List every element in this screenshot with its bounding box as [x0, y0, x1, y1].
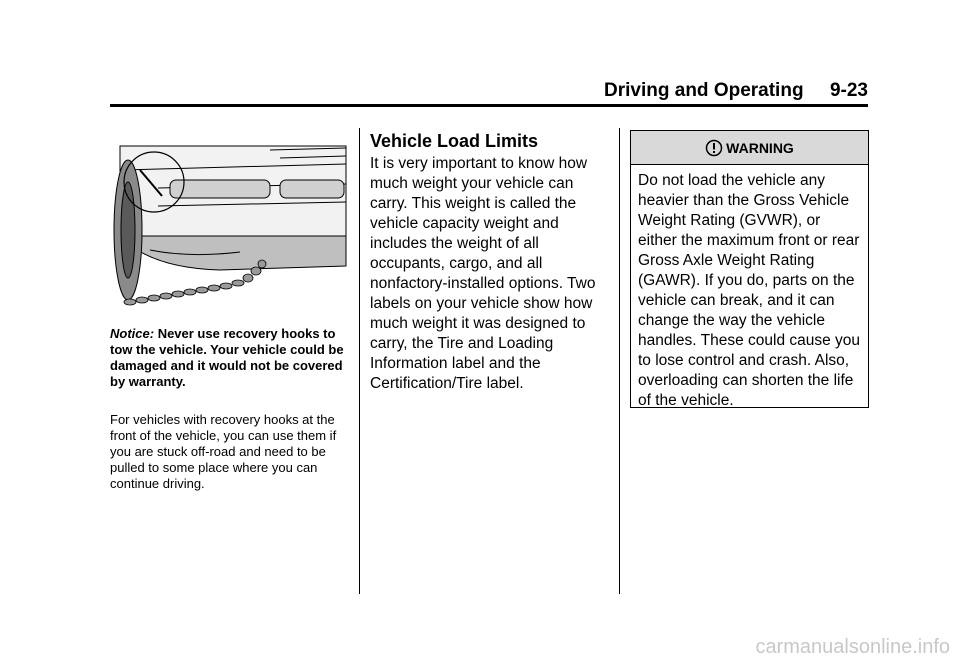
notice-label: Notice: [110, 326, 155, 341]
column-divider-right [619, 128, 620, 594]
warning-icon [705, 139, 723, 157]
notice-block [110, 326, 350, 390]
warning-header [631, 131, 868, 165]
header-section: Driving and Operating [604, 80, 804, 101]
warning-box [630, 130, 869, 408]
load-limits-paragraph: It is very important to know how much weight your vehicle can carry. This weight is called the vehicle capacity weight and includes the weight of all occupants, cargo, and all nonfactory-installed options. Two labels on your vehicle show how much weight it was designed to carry, the Tire and Loading Information label and the Certification/Tire label. [370, 155, 596, 392]
warning-text: Do not load the vehicle any heavier than the Gross Vehicle Weight Rating (GVWR), or either the maximum front or rear Gross Axle Weight Rating (GAWR). If you do, parts on the vehicle can break, and it can change the way the vehicle handles. These could cause you to lose control and crash. Also, overloading can shorten the life of the vehicle. [638, 172, 861, 409]
header-rule [110, 104, 868, 107]
notice-text: Never use recovery hooks to tow the vehicle. Your vehicle could be damaged and it would not be covered by warranty. [110, 326, 344, 389]
watermark: carmanualsonline.info [755, 636, 950, 658]
recovery-hooks-paragraph: For vehicles with recovery hooks at the front of the vehicle, you can use them if you are stuck off-road and need to be pulled to some place where you can continue driving. [110, 412, 337, 491]
column-divider-left [359, 128, 360, 594]
page-header [110, 80, 868, 102]
tow-chain-illustration [110, 140, 348, 315]
section-heading: Vehicle Load Limits [370, 131, 539, 151]
warning-title: WARNING [726, 139, 794, 156]
header-title [604, 80, 868, 102]
header-page-number: 9-23 [829, 80, 868, 101]
